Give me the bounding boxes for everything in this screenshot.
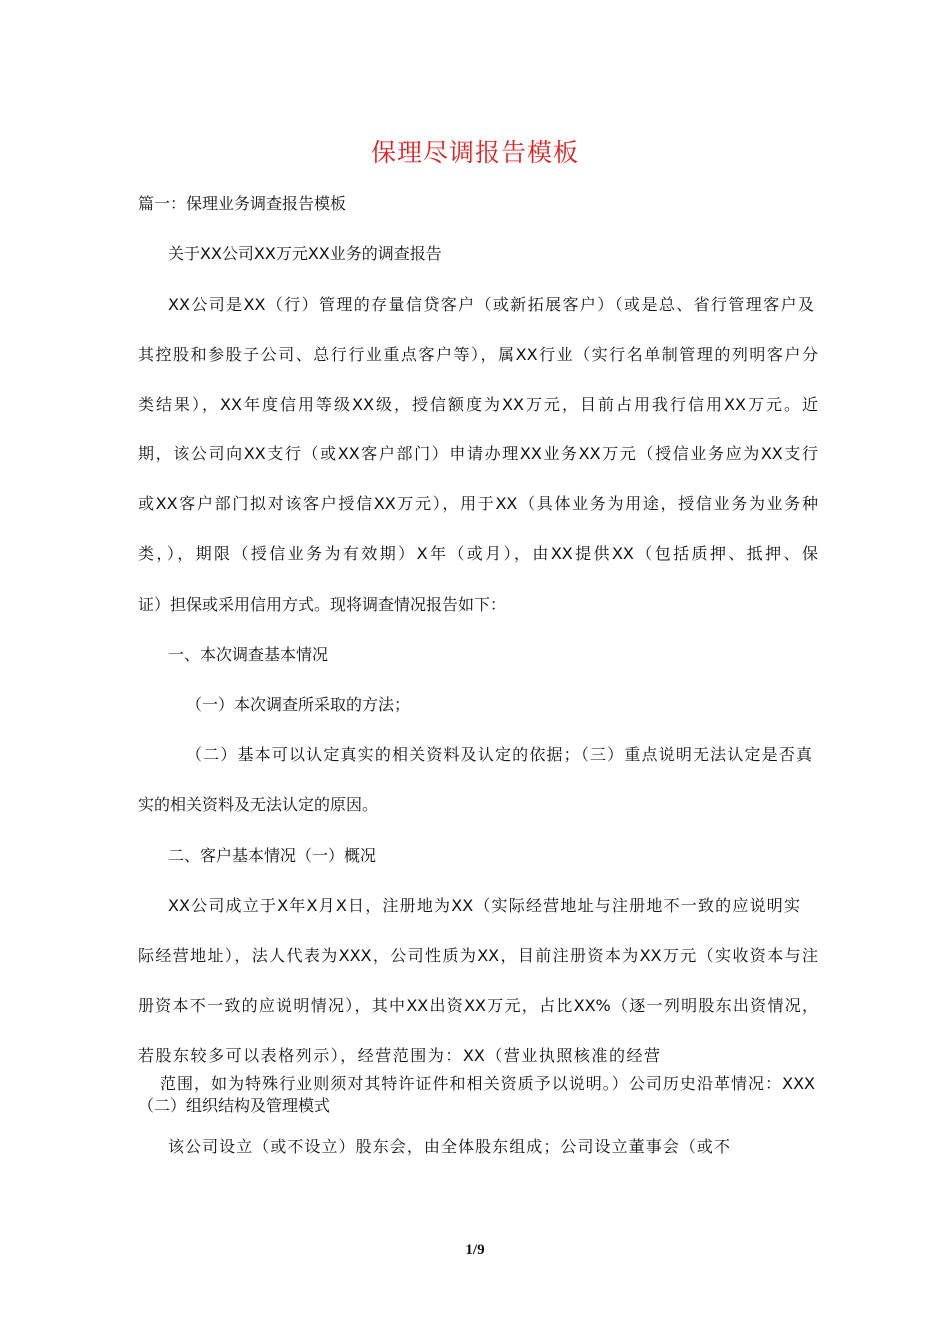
document-title: 保理尽调报告模板: [370, 138, 579, 167]
paragraph-line: XX公司是XX（行）管理的存量信贷客户（或新拓展客户）（或是总、省行管理客户及: [168, 295, 814, 314]
paragraph-line: 际经营地址），法人代表为XXX，公司性质为XX，目前注册资本为XX万元（实收资本与注: [138, 946, 818, 965]
paragraph-line: （二）基本可以认定真实的相关资料及认定的依据；（三）重点说明无法认定是否真: [186, 745, 812, 764]
section-heading-part1: 篇一：保理业务调查报告模板: [138, 194, 347, 213]
section-heading-2: 二、客户基本情况（一）概况: [168, 846, 377, 865]
paragraph-line: 范围，如为特殊行业则须对其特许证件和相关资质予以说明。）公司历史沿革情况：XXX: [160, 1074, 815, 1093]
paragraph-line: 其控股和参股子公司、总行行业重点客户等），属XX行业（实行名单制管理的列明客户分: [138, 345, 818, 364]
report-subtitle: 关于XX公司XX万元XX业务的调查报告: [168, 244, 442, 263]
subsection-heading: （一）本次调查所采取的方法；: [186, 695, 411, 714]
paragraph-line: 册资本不一致的应说明情况），其中XX出资XX万元，占比XX%（逐一列明股东出资情况，: [138, 996, 818, 1015]
paragraph-line: 或XX客户部门拟对该客户授信XX万元），用于XX（具体业务为用途，授信业务为业务种: [138, 494, 818, 513]
paragraph-line: 实的相关资料及无法认定的原因。: [138, 795, 379, 814]
subsection-heading: （二）组织结构及管理模式: [138, 1096, 331, 1115]
paragraph-line: 期，该公司向XX支行（或XX客户部门）申请办理XX业务XX万元（授信业务应为XX支行: [138, 444, 818, 463]
paragraph-line: 若股东较多可以表格列示），经营范围为：XX（营业执照核准的经营: [138, 1046, 660, 1065]
section-heading-1: 一、本次调查基本情况: [168, 645, 329, 664]
paragraph-line: 类，），期限（授信业务为有效期）X年（或月），由XX提供XX（包括质押、抵押、保: [138, 544, 818, 563]
paragraph-line: 证）担保或采用信用方式。现将调查情况报告如下：: [138, 595, 507, 614]
paragraph-line: 该公司设立（或不设立）股东会，由全体股东组成；公司设立董事会（或不: [168, 1137, 730, 1156]
paragraph-line: XX公司成立于X年X月X日，注册地为XX（实际经营地址与注册地不一致的应说明实: [168, 896, 800, 915]
paragraph-line: 类结果），XX年度信用等级XX级，授信额度为XX万元，目前占用我行信用XX万元。近: [138, 395, 818, 414]
page-number: 1/9: [465, 1242, 485, 1258]
